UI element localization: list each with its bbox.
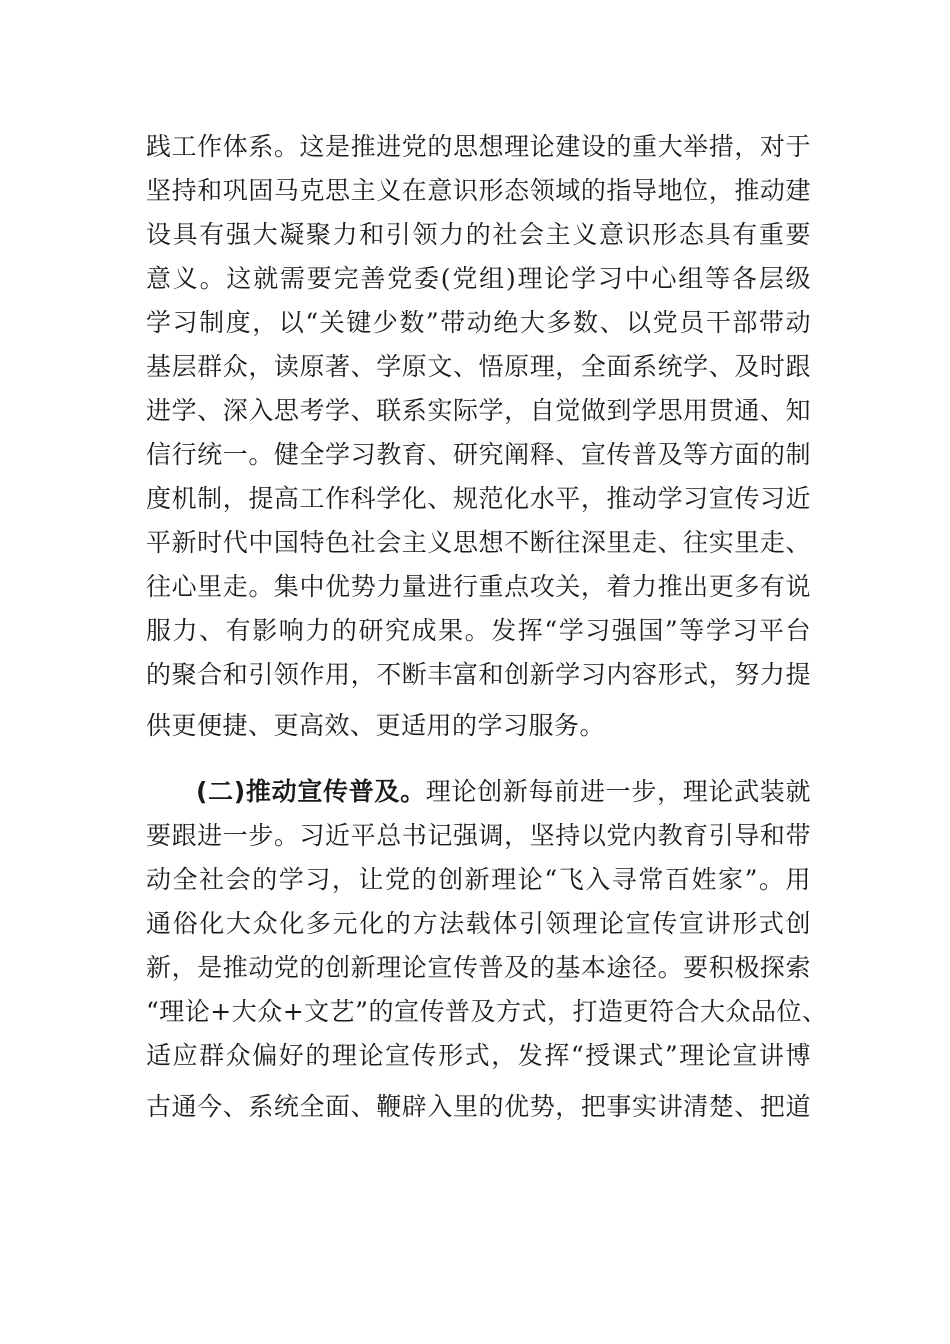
section-heading: (二)推动宣传普及。 — [196, 777, 426, 806]
paragraph-1-line: 践工作体系。这是推进党的思想理论建设的重大举措，对于 — [146, 132, 811, 161]
paragraph-2-line: 动全社会的学习，让党的创新理论“飞入寻常百姓家”。用 — [146, 865, 811, 894]
paragraph-2-line: 通俗化大众化多元化的方法载体引领理论宣传宣讲形式创 — [146, 909, 811, 938]
paragraph-1-line: 服力、有影响力的研究成果。发挥“学习强国”等学习平台 — [146, 616, 811, 645]
paragraph-1-line: 进学、深入思考学、联系实际学，自觉做到学思用贯通、知 — [146, 396, 811, 425]
paragraph-2-line: 古通今、系统全面、鞭辟入里的优势，把事实讲清楚、把道 — [146, 1092, 811, 1121]
paragraph-1-line: 度机制，提高工作科学化、规范化水平，推动学习宣传习近 — [146, 484, 811, 513]
paragraph-1-line: 往心里走。集中优势力量进行重点攻关，着力推出更多有说 — [146, 572, 811, 601]
section-heading-rest: 理论创新每前进一步，理论武装就 — [425, 777, 811, 806]
paragraph-1-line: 的聚合和引领作用，不断丰富和创新学习内容形式，努力提 — [146, 660, 811, 689]
paragraph-2-line: 新，是推动党的创新理论宣传普及的基本途径。要积极探索 — [146, 953, 811, 982]
paragraph-1-line: 平新时代中国特色社会主义思想不断往深里走、往实里走、 — [146, 528, 811, 557]
paragraph-1-line: 意义。这就需要完善党委(党组)理论学习中心组等各层级 — [146, 264, 811, 293]
paragraph-1-line: 坚持和巩固马克思主义在意识形态领域的指导地位，推动建 — [146, 176, 811, 205]
paragraph-2-line: 要跟进一步。习近平总书记强调，坚持以党内教育引导和带 — [146, 821, 811, 850]
paragraph-1-line: 信行统一。健全学习教育、研究阐释、宣传普及等方面的制 — [146, 440, 811, 469]
paragraph-1-line: 基层群众，读原著、学原文、悟原理，全面系统学、及时跟 — [146, 352, 811, 381]
paragraph-1-line: 设具有强大凝聚力和引领力的社会主义意识形态具有重要 — [146, 220, 811, 249]
paragraph-1-line: 供更便捷、更高效、更适用的学习服务。 — [146, 711, 606, 740]
paragraph-1-line: 学习制度，以“关键少数”带动绝大多数、以党员干部带动 — [146, 308, 811, 337]
paragraph-2-line-1 — [196, 772, 811, 812]
paragraph-2-line: 适应群众偏好的理论宣传形式，发挥“授课式”理论宣讲博 — [146, 1041, 811, 1070]
paragraph-2-line: “理论+大众+文艺”的宣传普及方式，打造更符合大众品位、 — [146, 997, 828, 1026]
